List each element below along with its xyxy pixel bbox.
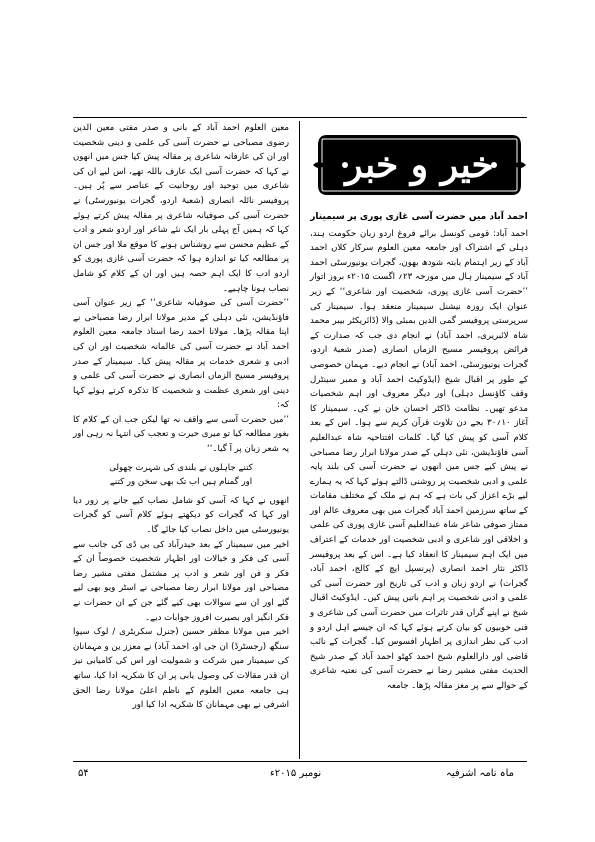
footer-date: نومبر ۲۰۱۵ء [270, 768, 322, 779]
section-banner [313, 129, 526, 201]
banner-title: خیر و خبر [345, 144, 494, 186]
article-paragraph: ’’حضرت آسی کی صوفیانہ شاعری‘‘ کے زیر عنوان آسی فاؤنڈیشن، نئی دہلی کے مدیر مولانا ابرار رضا مصباحی نے اپنا مقالہ پڑھا۔ مولانا احمد رضا استاذ جامعہ معین العلوم احمد آباد نے حضرت آسی کی عالمانہ شخصیت اور ان کی ادبی و شعری خدمات پر مقالہ پیش کیا۔ سیمینار کے صدر پروفیسر مسیح الزماں انصاری نے حضرت آسی کی علمی و دینی اور شعری عظمت و شخصیت کا تذکرہ کرتے ہوئے کہا کہ: [73, 298, 289, 411]
right-column [310, 210, 528, 694]
article-paragraph: اخیر میں سیمینار کے بعد حیدرآباد کی بی ڈی کی جانب سے آسی کی فکر و خیالات اور اظہار شخصیت خصوصاً ان کے فکر و فن اور شعر و ادب پر مشتمل مفتی مشیر رضا مصباحی اور مولانا ابرار رضا مصباحی نے اسٹر ویو بھی لیے گئے اور ان سے سوالات بھی کیے گئے جن کے ان حضرات نے فکر انگیز اور بصیرت افروز جوابات دیے۔ [73, 539, 289, 623]
article-heading: احمد آباد میں حضرت آسی غازی پوری پر سیمینار [310, 212, 528, 222]
bottom-rule [73, 761, 527, 762]
couplet-line: کتنے جاہلوں نے بلندی کی شہرت چھولی [109, 462, 253, 473]
article-paragraph: انھوں نے کہا کہ آسی کو شامل نصاب کیے جانے پر زور دیا اور کہا کہ گجرات کو دیکھتے ہوئے کلام آسی کو گجرات یونیورسٹی میں داخل نصاب کیا جائے گا۔ [73, 495, 289, 536]
footer-magazine-name: ماہ نامہ اشرفیہ [446, 768, 514, 779]
quote-paragraph: ’’میں حضرت آسی سے واقف نہ تھا لیکن جب ان کے کلام کا بغور مطالعہ کیا تو میری حیرت و تعجب کی انتہا نہ رہی اور یہ شعر زبان پر آ گیا۔‘‘ [73, 414, 289, 455]
article-paragraph: احمد آباد: قومی کونسل برائے فروغ اردو زبان حکومت ہند، دہلی کے اشتراک اور جامعہ معین العلوم سرکار کلاں احمد آباد کے زیر اہتمام بابتہ شودھ بھون، گجرات یونیورسٹی احمد آباد کے سیمینار ہال میں مورخہ ۲۳؍ اگست ۲۰۱۵ء بروز اتوار ’’حضرت آسی غازی پوری، شخصیت اور شاعری‘‘ کے زیر عنوان ایک روزہ نیشنل سیمینار منعقد ہوا۔ سیمینار کی سرپرستی پروفیسر گمی الدین بمبئی والا (ڈائریکٹر بیبر محمد شاہ لائبریری، احمد آباد) نے انجام دی جب کہ صدارت کے فرائض پروفیسر مسیح الزماں انصاری (صدر شعبۂ اردو، گجرات یونیورسٹی، احمد آباد) نے انجام دیے۔ مہمان خصوصی کے طور پر اقبال شیخ (ایڈوکیٹ احمد آباد و ممبر سینٹرل وقف کاؤنسل دہلی) اور دیگر معروف اور اہم شخصیات مدعو تھیں۔ نظامت ڈاکٹر احسان خان نے کی۔ سیمینار کا آغاز ۱۰؍۳۰ بجے دن تلاوت قرآن کریم سے ہوا۔ اس کے بعد کلام آسی کو پیش کیا گیا۔ کلمات افتتاحیہ شاہ عبدالعلیم آسی فاؤنڈیشن، نئی دہلی کے صدر مولانا ابرار رضا مصباحی نے پیش کیے جس میں انھوں نے حضرت آسی کی بلند پایہ علمی و ادبی شخصیت پر روشنی ڈالتے ہوئے کہا کہ یہ ہمارے لیے بڑے اعزاز کی بات ہے کہ ہم نے ملک کے مختلف مقامات کے ساتھ سرزمین احمد آباد گجرات میں بھی معروف عالم اور ممتاز صوفی شاعر شاہ عبدالعلیم آسی غازی پوری کی علمی و اخلاقی اور شاعری و ادبی شخصیت اور خدمات کے اعتراف میں ایک اہم سیمینار کا انعقاد کیا ہے۔ اس کے بعد پروفیسر ڈاکٹر نثار احمد انصاری (پرنسپل ایچ کے کالج، احمد آباد، گجرات) نے اردو زبان و ادب کی تاریخ اور حضرت آسی کی علمی و ادبی شخصیت پر اہم باتیں پیش کیں۔ ایڈوکیٹ اقبال شیخ نے اپنے گراں قدر تاثرات میں حضرت آسی کی شاعری و فنی خوبیوں کو بیان کرتے ہوئے کہا کہ ان جیسے اہل اردو و ادب کی نظر اندازی پر اظہار افسوس کیا۔ گجرات کے نائب قاضی اور دارالعلوم شیخ احمد کھٹو احمد آباد کے صدر شیخ الحدیث مفتی مشیر رضا نے حضرت آسی کی نعتیہ شاعری کے حوالے سے پر مغز مقالہ پڑھا۔ جامعہ [310, 228, 529, 691]
top-rule [73, 117, 527, 118]
couplet-line: اور گمنام ہیں اب تک بھی سخن ور کتنے [109, 477, 253, 488]
article-paragraph: اخیر میں مولانا مظفر حسین (جنرل سکریٹری / لوک سیوا سنگھ (رجسٹرڈ) ان جی او، احمد آباد) نے معزز ین و مہمانان کی سیمینار میں شرکت و شمولیت اور اس کی کامیابی نیز ان قدر مقالات کی وصول یابی پر ان کا شکریہ ادا کیا، ساتھ ہی جامعہ معین العلوم کے ناظم اعلیٰ مولانا رضا الحق اشرفی نے بھی مہمانان کا شکریہ ادا کیا اور [73, 627, 289, 711]
column-divider [299, 121, 300, 759]
footer-page-number: ۵۴ [78, 768, 89, 779]
article-paragraph: معین العلوم احمد آباد کے بانی و صدر مفتی معین الدین رضوی مصباحی نے حضرت آسی کی علمی و دینی شخصیت اور ان کی عارفانہ شاعری پر مقالہ پیش کیا جس میں انھوں نے کہا کہ حضرت آسی ایک عارف باللہ تھے، اس لیے ان کی شاعری میں توحید اور روحانیت کے عناصر سے پُر ہیں۔ پروفیسر نائلہ انصاری (شعبۂ اردو، گجرات یونیورسٹی) نے حضرت آسی کی صوفیانہ شاعری پر مقالہ پیش کرتے ہوئے کہا کہ ہمیں آج پہلی بار ایک نئے شاعر اور اردو شعر و ادب کے عظیم محسن سے روشناس ہونے کا موقع ملا اور جس ان پر مطالعہ کیا تو اندازہ ہوا کہ حضرت آسی غازی پوری کو اردو ادب کا ایک اہم حصہ ہیں اور ان کے کلام کو شامل نصاب ہونا چاہیے۔ [73, 123, 289, 294]
left-column [73, 121, 289, 713]
